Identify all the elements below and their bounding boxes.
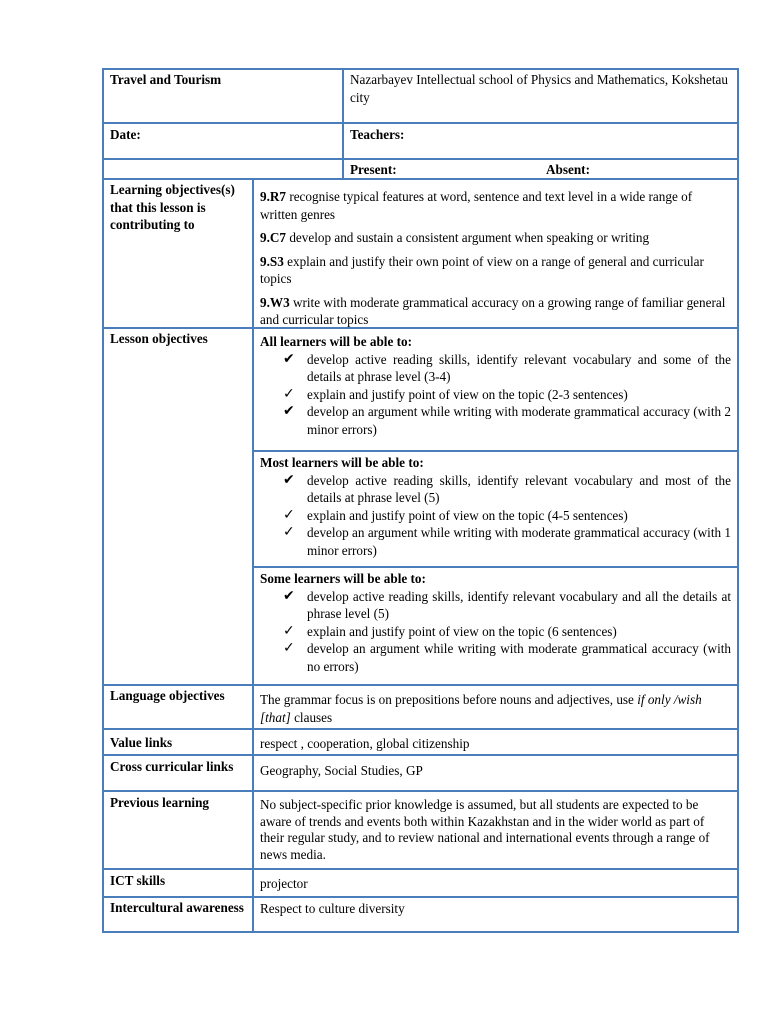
school-cell: [342, 68, 739, 124]
list-item: ✓ explain and justify point of view on the topic (6 sentences): [283, 622, 617, 639]
check-mark-icon: ✓: [283, 622, 295, 639]
language-objectives-label: Language objectives: [110, 688, 225, 703]
date-label: Date:: [110, 127, 141, 142]
lesson-objectives-label-cell: [102, 327, 254, 686]
value-links-text: respect , cooperation, global citizenship: [260, 736, 470, 751]
intercultural-label-cell: [102, 896, 254, 933]
language-objectives-label-cell: [102, 684, 254, 730]
cross-curricular-label: Cross curricular links: [110, 759, 234, 774]
outcome-list: [260, 351, 731, 439]
outcome-list: [260, 472, 731, 560]
empty-cell: [102, 158, 344, 180]
outcome-list: [260, 588, 731, 676]
absent-label: Absent:: [546, 162, 590, 177]
list-item: ✔ develop active reading skills, identify relevant vocabulary and all the details at phrase level (5): [283, 587, 731, 621]
most-learners-cell: [252, 450, 739, 568]
intercultural-cell: [252, 896, 739, 933]
teachers-cell: [342, 122, 739, 160]
previous-learning-label-cell: [102, 790, 254, 870]
check-mark-icon: ✓: [283, 385, 295, 402]
previous-learning-text: No subject-specific prior knowledge is assumed, but all students are expected to be aware of trends and events both within Kazakhstan and in the wider world as part of their regular study, and to review national and international events through a range of news media.: [260, 797, 710, 862]
all-learners-cell: [252, 327, 739, 452]
value-links-label-cell: [102, 728, 254, 756]
present-label: Present:: [350, 162, 397, 177]
objective-item: 9.R7 recognise typical features at word, sentence and text level in a wide range of written genres: [260, 189, 693, 222]
list-item: ✔ develop active reading skills, identify relevant vocabulary and some of the details at phrase level (3-4): [283, 350, 731, 384]
intercultural-text: Respect to culture diversity: [260, 901, 405, 916]
subject-title: Travel and Tourism: [110, 72, 222, 87]
ict-skills-label: ICT skills: [110, 873, 166, 888]
list-item: ✓ explain and justify point of view on the topic (4-5 sentences): [283, 506, 628, 523]
list-item: ✓ explain and justify point of view on the topic (2-3 sentences): [283, 385, 628, 402]
list-item: ✓ develop an argument while writing with moderate grammatical accuracy (with no errors): [283, 640, 731, 674]
objective-item: 9.W3 write with moderate grammatical accuracy on a growing range of familiar general and curricular topics: [260, 294, 726, 327]
attendance-cell: [342, 158, 739, 180]
group-heading: Most learners will be able to:: [260, 455, 424, 470]
lesson-objectives-label: Lesson objectives: [110, 331, 208, 346]
language-objectives-cell: The grammar focus is on prepositions before nouns and adjectives, use if only /wish [that] clauses: [252, 684, 739, 730]
check-mark-icon: ✓: [283, 506, 295, 523]
cross-curricular-label-cell: [102, 754, 254, 792]
list-item: ✓ develop an argument while writing with moderate grammatical accuracy (with 1 minor errors): [283, 524, 731, 558]
subject-cell: [102, 68, 344, 124]
objective-item: 9.C7 develop and sustain a consistent argument when speaking or writing: [260, 230, 650, 245]
learning-objectives-cell: [252, 178, 739, 329]
group-heading: Some learners will be able to:: [260, 571, 426, 586]
teachers-label: Teachers:: [350, 127, 405, 142]
check-mark-icon: ✔: [283, 403, 295, 419]
ict-skills-cell: [252, 868, 739, 898]
cross-curricular-text: Geography, Social Studies, GP: [260, 763, 423, 778]
value-links-cell: [252, 728, 739, 756]
cross-curricular-cell: [252, 754, 739, 792]
some-learners-cell: [252, 566, 739, 686]
check-mark-icon: ✓: [283, 640, 295, 656]
ict-skills-label-cell: [102, 868, 254, 898]
check-mark-icon: ✔: [283, 350, 295, 367]
learning-objectives-label: Learning objectives(s) that this lesson is contributing to: [110, 182, 235, 232]
check-mark-icon: ✓: [283, 524, 295, 540]
objective-item: 9.S3 explain and justify their own point of view on a range of general and curricular topics: [260, 253, 704, 286]
check-mark-icon: ✔: [283, 587, 295, 604]
date-cell: [102, 122, 344, 160]
ict-skills-text: projector: [260, 876, 308, 891]
learning-objectives-label-cell: [102, 178, 254, 329]
group-heading: All learners will be able to:: [260, 334, 412, 349]
list-item: ✔ develop an argument while writing with moderate grammatical accuracy (with 2 minor errors): [283, 403, 731, 437]
school-name: Nazarbayev Intellectual school of Physics and Mathematics, Kokshetau city: [350, 72, 728, 105]
list-item: ✔ develop active reading skills, identify relevant vocabulary and most of the details at phrase level (5): [283, 471, 731, 505]
previous-learning-cell: [252, 790, 739, 870]
value-links-label: Value links: [110, 735, 173, 750]
previous-learning-label: Previous learning: [110, 795, 210, 810]
check-mark-icon: ✔: [283, 471, 295, 488]
intercultural-label: Intercultural awareness: [110, 900, 244, 915]
